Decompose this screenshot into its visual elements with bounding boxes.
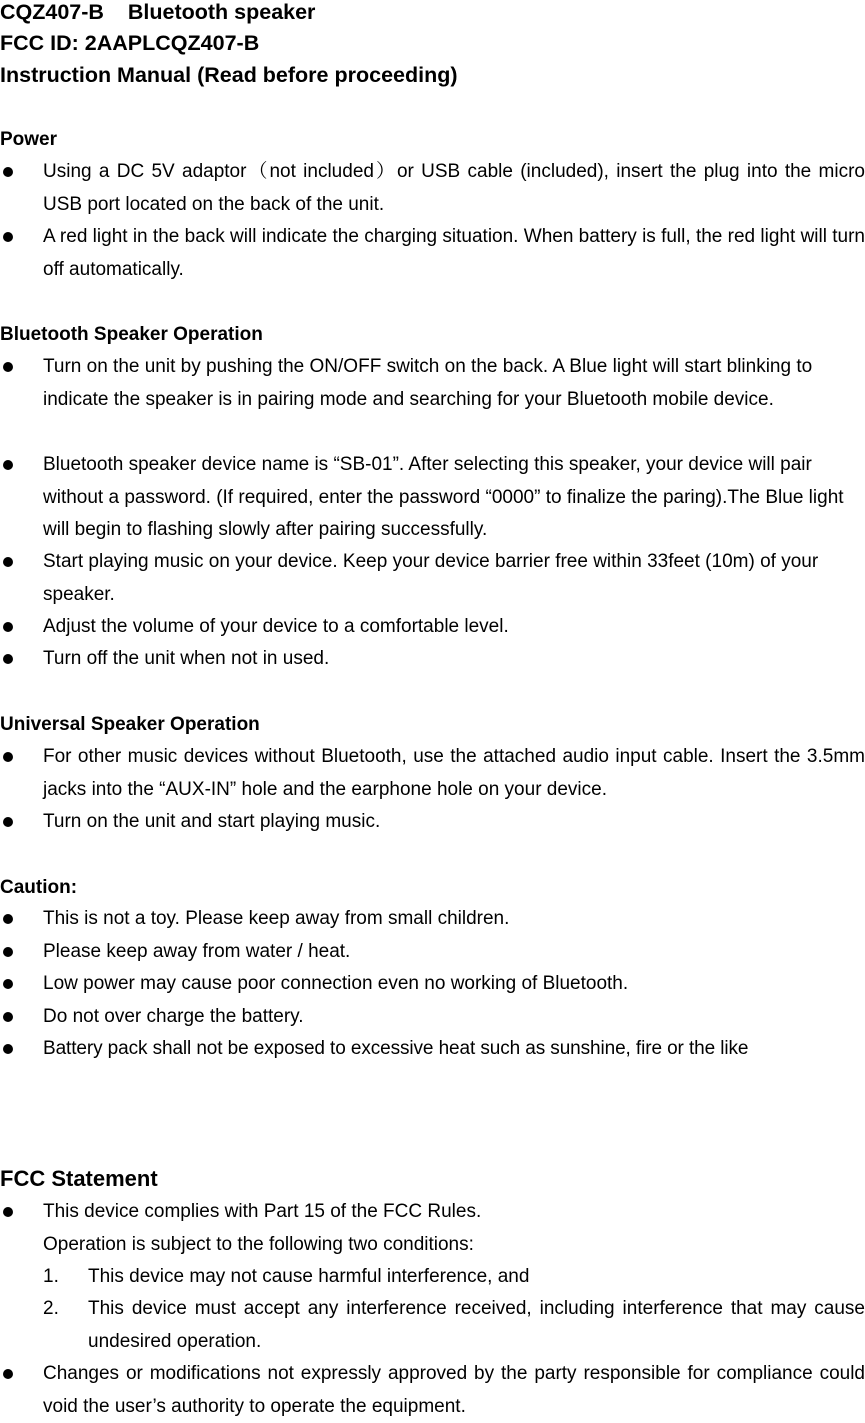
bullet-icon bbox=[3, 979, 13, 989]
bullet-icon bbox=[3, 752, 13, 762]
fcc-condition: 1. This device may not cause harmful interference, and bbox=[43, 1266, 530, 1287]
manual-title: Instruction Manual (Read before proceeding) bbox=[0, 63, 458, 87]
caution-item: Battery pack shall not be exposed to excessive heat such as sunshine, fire or the like bbox=[0, 1033, 865, 1066]
bullet-icon bbox=[3, 654, 13, 664]
bullet-icon bbox=[3, 914, 13, 924]
fcc-condition: 2. This device must accept any interference received, including interference that may cause undesired operation. bbox=[43, 1298, 865, 1352]
bullet-icon bbox=[3, 1044, 13, 1054]
product-name: Bluetooth speaker bbox=[127, 0, 316, 24]
universal-item: Turn on the unit and start playing music. bbox=[0, 806, 865, 839]
model-title-line bbox=[0, 0, 315, 24]
bluetooth-item: Adjust the volume of your device to a comfortable level. bbox=[0, 611, 865, 644]
power-item: A red light in the back will indicate the charging situation. When battery is full, the red light will turn off automatically. bbox=[0, 221, 865, 286]
bullet-icon bbox=[3, 232, 13, 242]
bluetooth-operation-heading: Bluetooth Speaker Operation bbox=[0, 324, 263, 345]
caution-item: This is not a toy. Please keep away from small children. bbox=[0, 903, 865, 936]
bluetooth-item: Turn off the unit when not in used. bbox=[0, 643, 865, 676]
bullet-icon bbox=[3, 1207, 13, 1217]
fcc-conditions-intro: Operation is subject to the following two conditions: bbox=[43, 1234, 474, 1255]
caution-heading: Caution: bbox=[0, 877, 78, 898]
bullet-icon bbox=[3, 362, 13, 372]
bluetooth-item: Turn on the unit by pushing the ON/OFF switch on the back. A Blue light will start blinking to indicate the speaker is in pairing mode and searching for your Bluetooth mobile device. bbox=[0, 351, 865, 416]
bullet-icon bbox=[3, 817, 13, 827]
fcc-item: This device complies with Part 15 of the FCC Rules. bbox=[0, 1196, 865, 1229]
power-item: Using a DC 5V adaptor（not included）or USB cable (included), insert the plug into the micro USB port located on the back of the unit. bbox=[0, 156, 865, 221]
bullet-icon bbox=[3, 167, 13, 177]
bluetooth-item: Bluetooth speaker device name is “SB-01”. After selecting this speaker, your device will pair without a password. (If required, enter the password “0000” to finalize the paring).The Blue light will begin to flashing slowly after pairing successfully. bbox=[0, 449, 865, 547]
universal-item: For other music devices without Bluetooth, use the attached audio input cable. Insert the 3.5mm jacks into the “AUX-IN” hole and the earphone hole on your device. bbox=[0, 741, 865, 806]
bullet-icon bbox=[3, 557, 13, 567]
caution-item: Low power may cause poor connection even no working of Bluetooth. bbox=[0, 968, 865, 1001]
fcc-heading: FCC Statement bbox=[0, 1166, 158, 1191]
bullet-icon bbox=[3, 622, 13, 632]
bluetooth-item: Start playing music on your device. Keep your device barrier free within 33feet (10m) of your speaker. bbox=[0, 546, 865, 611]
bullet-icon bbox=[3, 1012, 13, 1022]
bullet-icon bbox=[3, 1369, 13, 1379]
caution-item: Please keep away from water / heat. bbox=[0, 936, 865, 969]
universal-operation-heading: Universal Speaker Operation bbox=[0, 714, 260, 735]
bullet-icon bbox=[3, 947, 13, 957]
caution-item: Do not over charge the battery. bbox=[0, 1001, 865, 1034]
model-number: CQZ407-B bbox=[0, 0, 104, 24]
bullet-icon bbox=[3, 460, 13, 470]
fcc-item: Changes or modifications not expressly approved by the party responsible for compliance could void the user’s authority to operate the equipment. bbox=[0, 1358, 865, 1423]
power-heading: Power bbox=[0, 129, 58, 150]
fcc-id: FCC ID: 2AAPLCQZ407-B bbox=[0, 31, 260, 55]
